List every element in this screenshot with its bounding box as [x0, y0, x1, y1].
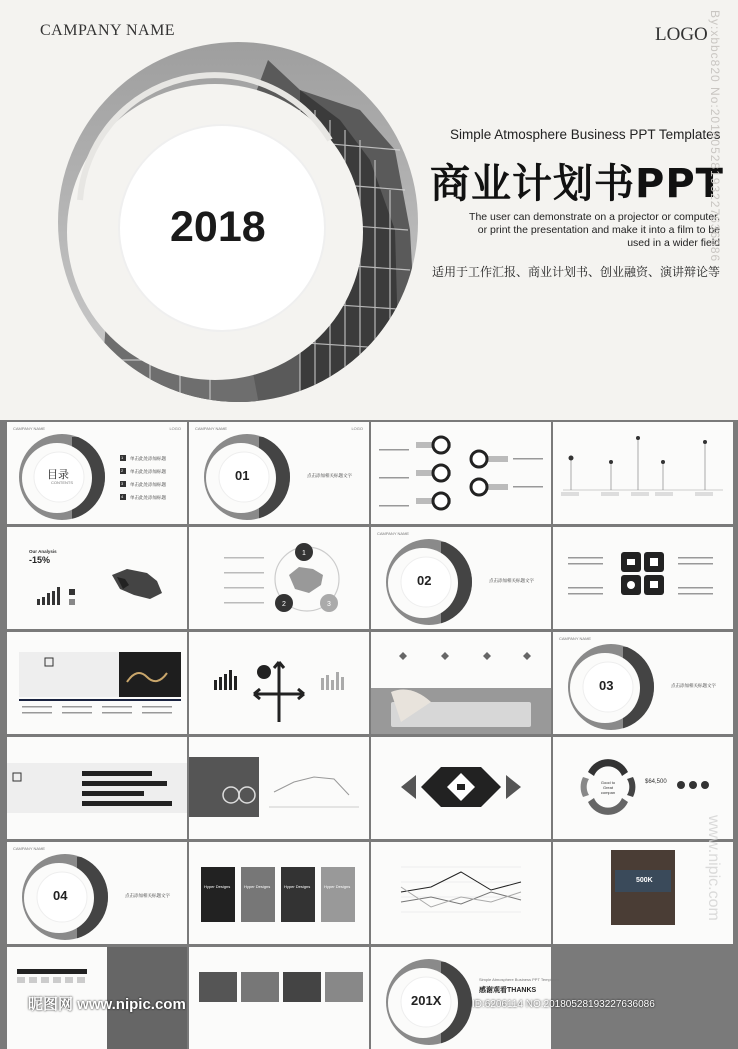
company-name: CAMPANY NAME — [40, 22, 176, 39]
section-caption: 点击添加相关标题文字 — [489, 578, 534, 583]
photos-layout — [189, 947, 369, 1049]
section-artwork — [371, 947, 551, 1049]
contents-item: 单击此处添加标题 — [130, 482, 166, 487]
hero-slide — [0, 0, 738, 420]
stat-value: 500K — [636, 877, 653, 884]
slide-thumb-analysis[interactable] — [7, 527, 187, 629]
slide-thumb-cards[interactable] — [189, 842, 369, 944]
hero-artwork — [0, 0, 738, 420]
section-caption: 点击添加相关标题文字 — [125, 893, 170, 898]
card-label: Hyper Designs — [244, 884, 271, 889]
slide-logo: LOGO — [351, 426, 363, 431]
slide-thumb-section-01[interactable] — [189, 422, 369, 524]
vertical-watermark — [708, 10, 736, 410]
analysis-heading: Our Analysis — [29, 549, 57, 554]
slide-logo: LOGO — [169, 426, 181, 431]
keyboard-photo — [371, 632, 551, 734]
slide-thumb-section-02[interactable] — [371, 527, 551, 629]
slide-thumb-thanks[interactable] — [371, 947, 560, 1049]
section-number: 04 — [53, 888, 68, 903]
slide-thumb-keyboard[interactable] — [371, 632, 551, 734]
hero-description: The user can demonstrate on a projector or computer, or print the presentation and make it into a film to be used in a wider field — [469, 211, 720, 249]
horizontal-bars-chart — [7, 737, 187, 839]
slide-thumb-contents[interactable] — [7, 422, 187, 524]
svg-text:1: 1 — [302, 550, 306, 557]
contents-num: 1 — [121, 455, 124, 460]
contents-num: 4 — [121, 494, 124, 499]
circles-diagram — [371, 422, 551, 524]
timeline-diagram — [553, 422, 733, 524]
arrows-diagram — [189, 632, 369, 734]
slide-thumb-section-03[interactable] — [553, 632, 733, 734]
slide-thumb-icon-grid[interactable] — [553, 527, 733, 629]
contents-subtitle: CONTENTS — [51, 480, 73, 485]
section-caption: 点击添加相关标题文字 — [671, 683, 716, 688]
slide-company: CAMPANY NAME — [559, 636, 592, 641]
slide-company: CAMPANY NAME — [377, 531, 410, 536]
slide-thumb-multiline[interactable] — [371, 842, 551, 944]
slide-thumb-hexagon[interactable] — [371, 737, 551, 839]
section-caption: 点击添加相关标题文字 — [307, 473, 352, 478]
thanks-subtitle: Simple Atmosphere Business PPT Templates — [479, 977, 560, 982]
analysis-value: -15% — [29, 555, 51, 565]
contents-item: 单击此处添加标题 — [130, 495, 166, 500]
svg-text:3: 3 — [327, 601, 331, 608]
watermark-text: By:xbbc820 No:20180528193227636086 — [708, 10, 722, 263]
slide-company: CAMPANY NAME — [13, 846, 46, 851]
hexagon-diagram — [371, 737, 551, 839]
slide-thumb-china-map[interactable] — [189, 527, 369, 629]
slide-thumb-linechart[interactable] — [189, 737, 369, 839]
cycle-value: $64,500 — [645, 779, 667, 785]
slide-company: CAMPANY NAME — [195, 426, 228, 431]
slide-thumb-photos[interactable] — [189, 947, 369, 1049]
hero-year: 2018 — [170, 203, 266, 251]
slide-thumb-circles[interactable] — [371, 422, 551, 524]
slide-thumb-timeline[interactable] — [553, 422, 733, 524]
multiline-chart — [371, 842, 551, 944]
card-label: Hyper Designs — [324, 884, 351, 889]
hero-title: 商业计划书PPT — [430, 161, 724, 207]
cycle-center-text: Good to Great compan — [600, 780, 616, 795]
line-chart-photo — [189, 737, 369, 839]
cards-diagram — [189, 842, 369, 944]
analysis-chart — [7, 527, 187, 629]
hero-tagline: 适用于工作汇报、商业计划书、创业融资、演讲辩论等 — [432, 265, 721, 279]
thanks-year: 201X — [411, 993, 442, 1008]
logo-text: LOGO — [655, 24, 708, 45]
slide-company: CAMPANY NAME — [13, 426, 46, 431]
card-label: Hyper Designs — [284, 884, 311, 889]
section-number: 02 — [417, 573, 432, 588]
footer-site: 昵图网 www.nipic.com — [28, 996, 186, 1013]
section-number: 01 — [235, 468, 250, 483]
slide-thumb-hbars[interactable] — [7, 737, 187, 839]
china-map-diagram — [189, 527, 369, 629]
thanks-title: 感谢观看THANKS — [479, 987, 537, 994]
svg-text:2: 2 — [282, 601, 286, 608]
footer-id: ID:6206114 NO:20180528193227636086 — [472, 999, 655, 1010]
slide-thumb-photo-text[interactable] — [7, 632, 187, 734]
icon-grid-diagram — [553, 527, 733, 629]
contents-title: 目录 — [47, 469, 69, 481]
card-label: Hyper Designs — [204, 884, 231, 889]
thumbnail-grid — [5, 422, 738, 1024]
contents-num: 2 — [121, 468, 124, 473]
contents-item: 单击此处添加标题 — [130, 469, 166, 474]
side-watermark: www.nipic.com — [705, 815, 722, 921]
hero-subtitle: Simple Atmosphere Business PPT Templates — [450, 127, 721, 142]
section-number: 03 — [599, 678, 614, 693]
slide-thumb-section-04[interactable] — [7, 842, 187, 944]
photo-text-layout — [7, 632, 187, 734]
slide-thumb-arrows[interactable] — [189, 632, 369, 734]
contents-num: 3 — [121, 481, 124, 486]
contents-item: 单击此处添加标题 — [130, 456, 166, 461]
